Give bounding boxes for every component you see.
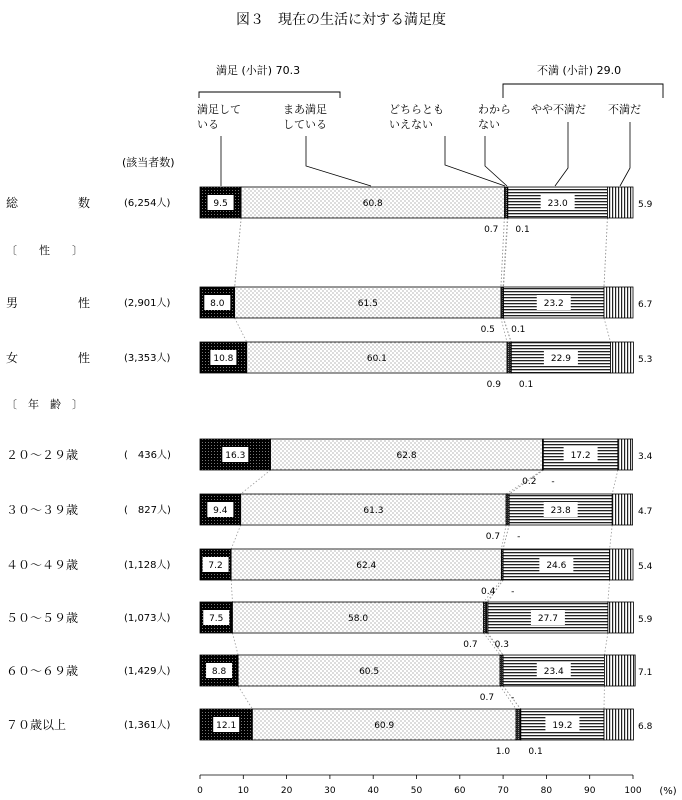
bar-segment: [612, 494, 632, 525]
connector-line: [231, 580, 232, 602]
row-label: 総 数: [6, 196, 91, 210]
x-tick-label: 30: [324, 786, 336, 796]
row-n: (1,073人): [124, 613, 171, 624]
data-label: 0.4: [481, 587, 496, 597]
group-label: 〔 性 〕: [6, 244, 83, 257]
data-label: 4.7: [638, 507, 653, 517]
data-label: 0.2: [522, 477, 537, 487]
data-label: 9.5: [213, 199, 228, 209]
data-label: 23.8: [550, 506, 571, 516]
row-label: ２０～２９歳: [6, 448, 79, 462]
bar-segment: [604, 709, 633, 740]
connector-line: [604, 633, 607, 655]
data-label: 23.0: [547, 199, 568, 209]
data-label: 60.8: [362, 199, 383, 209]
x-tick-label: 0: [197, 786, 203, 796]
legend-leader-line: [555, 122, 568, 186]
data-label: 0.7: [463, 640, 478, 650]
connector-line: [604, 218, 607, 287]
data-label: 23.2: [543, 299, 564, 309]
data-label: 0.5: [480, 325, 495, 335]
connector-line: [235, 318, 247, 342]
data-label: 7.1: [638, 668, 653, 678]
chart-title: 図３ 現在の生活に対する満足度: [236, 12, 446, 28]
x-tick-label: 100: [624, 786, 642, 796]
data-label: 5.4: [638, 562, 653, 572]
data-label: 10.8: [213, 354, 234, 364]
connector-line: [608, 580, 610, 602]
data-label: 0.3: [494, 640, 509, 650]
data-label: 0.9: [486, 380, 501, 390]
bar-segment: [610, 342, 633, 373]
data-label: 7.5: [209, 614, 224, 624]
connector-line: [238, 686, 252, 709]
data-label: 17.2: [570, 451, 591, 461]
legend-label: まあ満足: [283, 103, 327, 116]
connector-line: [503, 525, 509, 549]
data-label: -: [551, 477, 555, 487]
connector-line: [501, 218, 504, 287]
row-label: ７０歳以上: [6, 718, 67, 732]
bar-segment: [507, 342, 511, 373]
data-label: 5.3: [638, 355, 653, 365]
data-label: 58.0: [348, 614, 369, 624]
row-n: ( 436人): [124, 450, 171, 461]
bar-segment: [484, 602, 487, 633]
x-tick-label: 10: [237, 786, 250, 796]
row-label: ４０～４９歳: [6, 558, 79, 572]
connector-line: [235, 218, 241, 287]
data-label: 6.8: [638, 722, 653, 732]
legend-leader-line: [485, 136, 507, 186]
data-label: 0.1: [515, 225, 530, 235]
data-label: 60.9: [374, 721, 395, 731]
data-label: 8.0: [210, 299, 225, 309]
data-label: 16.3: [225, 451, 246, 461]
legend-label: 満足して: [197, 103, 241, 116]
row-n: (2,901人): [124, 298, 171, 309]
data-label: 12.1: [216, 721, 237, 731]
x-tick-label: 90: [583, 786, 596, 796]
connector-line: [503, 218, 507, 287]
row-n: (1,429人): [124, 666, 171, 677]
data-label: 5.9: [638, 200, 653, 210]
data-label: 0.7: [485, 532, 501, 542]
data-label: 0.1: [518, 380, 534, 390]
legend-leader-line: [620, 122, 630, 186]
connector-line: [612, 470, 618, 494]
legend-label: やや不満だ: [531, 103, 586, 116]
row-label: ５０～５９歳: [6, 611, 79, 625]
row-label: ３０～３９歳: [6, 503, 79, 517]
n-header: (該当者数): [122, 156, 175, 169]
x-unit-label: (%): [659, 786, 677, 797]
data-label: -: [517, 532, 521, 542]
connector-line: [504, 218, 508, 287]
bracket-satisfied: [199, 92, 340, 98]
bar-segment: [608, 602, 634, 633]
connector-line: [232, 633, 238, 655]
data-label: 61.3: [363, 506, 384, 516]
bar-segment: [618, 439, 633, 470]
bar-segment: [604, 287, 633, 318]
connector-line: [503, 218, 507, 287]
data-label: 19.2: [552, 721, 573, 731]
legend-label: している: [283, 118, 327, 131]
x-tick-label: 80: [540, 786, 553, 796]
x-tick-label: 20: [280, 786, 293, 796]
row-n: (1,361人): [124, 720, 171, 731]
bar-segment: [500, 655, 503, 686]
connector-line: [504, 218, 508, 287]
x-tick-label: 50: [410, 786, 423, 796]
bar-segment: [607, 187, 633, 218]
row-label: 女 性: [6, 351, 91, 365]
connector-line: [501, 218, 504, 287]
legend-label: 不満だ: [608, 103, 641, 116]
legend-leader-line: [445, 136, 505, 186]
connector-line: [231, 525, 241, 549]
legend-leader-line: [306, 136, 371, 186]
connector-line: [503, 318, 511, 342]
bar-segment: [516, 709, 520, 740]
x-tick-label: 60: [454, 786, 466, 796]
connector-line: [241, 470, 271, 494]
data-label: 24.6: [546, 561, 567, 571]
legend-label: ない: [478, 118, 500, 131]
data-label: 61.5: [357, 299, 378, 309]
x-tick-label: 70: [497, 786, 509, 796]
data-label: 6.7: [638, 300, 653, 310]
data-label: 0.7: [479, 693, 495, 703]
data-label: 7.2: [208, 561, 223, 571]
data-label: 8.8: [211, 667, 227, 677]
group-label: 〔 年 齢 〕: [6, 398, 83, 411]
legend-label: いる: [197, 118, 219, 131]
data-label: 23.4: [543, 667, 564, 677]
bar-segment: [604, 655, 635, 686]
row-label: ６０～６９歳: [6, 664, 79, 678]
legend-label: いえない: [389, 118, 433, 131]
data-label: 0.7: [484, 225, 499, 235]
bar-segment: [506, 494, 509, 525]
connector-line: [604, 218, 607, 287]
row-n: (3,353人): [124, 353, 171, 364]
connector-line: [604, 318, 610, 342]
bracket-satisfied-label: 満足 (小計) 70.3: [216, 64, 301, 77]
data-label: 62.8: [396, 451, 417, 461]
bracket-dissatisfied-label: 不満 (小計) 29.0: [537, 64, 622, 77]
data-label: 0.1: [511, 325, 526, 335]
bar-segment: [610, 549, 633, 580]
data-label: 22.9: [550, 354, 571, 364]
data-label: 60.1: [366, 354, 387, 364]
data-label: 1.0: [495, 747, 511, 757]
row-n: ( 827人): [124, 505, 171, 516]
data-label: 5.9: [638, 615, 653, 625]
data-label: 27.7: [537, 614, 558, 624]
data-label: -: [511, 693, 515, 703]
legend-label: どちらとも: [389, 103, 444, 116]
connector-line: [235, 218, 241, 287]
data-label: 0.1: [528, 747, 543, 757]
data-label: -: [511, 587, 515, 597]
row-n: (6,254人): [124, 198, 171, 209]
row-n: (1,128人): [124, 560, 171, 571]
x-tick-label: 40: [367, 786, 379, 796]
bar-segment: [504, 187, 507, 218]
data-label: 9.4: [213, 506, 228, 516]
connector-line: [610, 525, 613, 549]
row-label: 男 性: [6, 296, 91, 310]
bracket-dissatisfied: [503, 84, 663, 98]
legend-label: わから: [478, 103, 511, 116]
data-label: 60.5: [359, 667, 380, 677]
data-label: 62.4: [356, 561, 377, 571]
data-label: 3.4: [638, 452, 653, 462]
